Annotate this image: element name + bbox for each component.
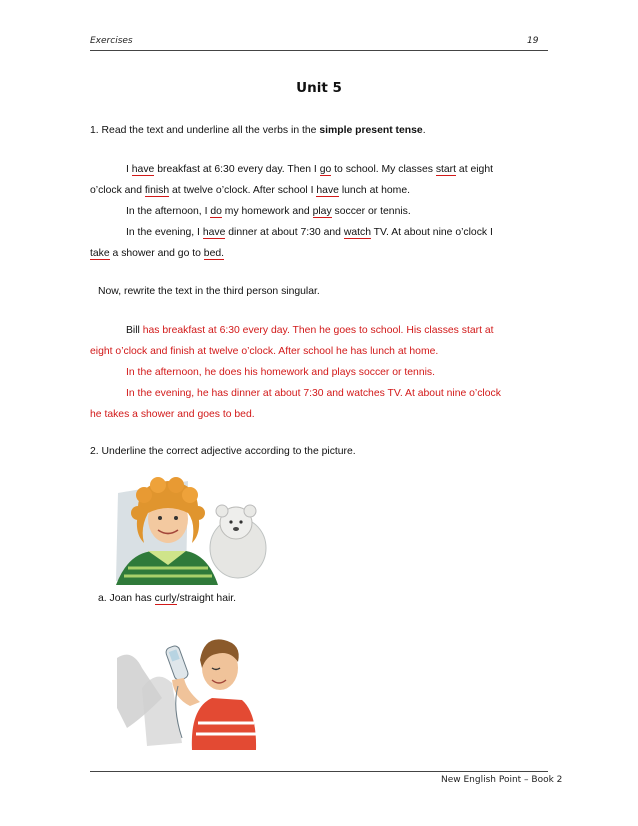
footer-rule bbox=[90, 771, 548, 772]
text: at twelve o’clock. After school I bbox=[169, 185, 317, 196]
answer-line-1 bbox=[126, 325, 596, 336]
underlined-adjective: curly bbox=[154, 593, 177, 604]
text: In the afternoon, I bbox=[126, 206, 211, 217]
header-rule bbox=[90, 50, 548, 51]
text-line-3 bbox=[126, 206, 596, 217]
text: TV. At about nine o’clock I bbox=[370, 227, 493, 238]
rewrite-instruction: Now, rewrite the text in the third person singular. bbox=[98, 286, 320, 297]
text: dinner at about 7:30 and bbox=[225, 227, 344, 238]
text-line-5 bbox=[90, 248, 560, 259]
exercise-1-instruction bbox=[90, 125, 560, 136]
underlined-verb: watch bbox=[343, 227, 371, 238]
text: a. Joan has bbox=[98, 593, 155, 604]
text: a shower and go to bbox=[109, 248, 204, 259]
text: lunch at home. bbox=[338, 185, 410, 196]
footer-book-title: New English Point – Book 2 bbox=[441, 775, 563, 785]
underlined-verb: finish bbox=[144, 185, 170, 196]
answer-line-4: In the evening, he has dinner at about 7:30 and watches TV. At about nine o’clock bbox=[126, 388, 501, 399]
text: o’clock and bbox=[90, 185, 145, 196]
underlined-verb: have bbox=[316, 185, 339, 196]
answer-subject: Bill bbox=[126, 325, 143, 336]
page-number: 19 bbox=[527, 36, 539, 46]
text: /straight hair. bbox=[176, 593, 237, 604]
text: my homework and bbox=[221, 206, 313, 217]
text-line-2 bbox=[90, 185, 560, 196]
text-line-4 bbox=[126, 227, 596, 238]
instruction-end: . bbox=[422, 125, 426, 136]
underlined-verb: have bbox=[202, 227, 226, 238]
underlined-verb: go bbox=[319, 164, 332, 175]
instruction-text: 1. Read the text and underline all the verbs in the bbox=[90, 125, 320, 136]
answer-text: has breakfast at 6:30 every day. Then he goes to school. His classes start at bbox=[142, 325, 494, 336]
text-line-1 bbox=[126, 164, 596, 175]
answer-line-2: eight o’clock and finish at twelve o’clock. After school he has lunch at home. bbox=[90, 346, 439, 357]
running-header: Exercises bbox=[90, 36, 133, 46]
text: breakfast at 6:30 every day. Then I bbox=[154, 164, 320, 175]
exercise-2-instruction: 2. Underline the correct adjective according to the picture. bbox=[90, 446, 356, 457]
boy-with-phone-illustration bbox=[112, 628, 262, 753]
underlined-verb: take bbox=[90, 248, 110, 259]
answer-line-5: he takes a shower and goes to bed. bbox=[90, 409, 255, 420]
girl-with-teddy-illustration bbox=[108, 473, 268, 588]
text: In the evening, I bbox=[126, 227, 203, 238]
underlined-verb: have bbox=[131, 164, 155, 175]
underlined-verb: start bbox=[435, 164, 457, 175]
text: soccer or tennis. bbox=[331, 206, 411, 217]
answer-line-3: In the afternoon, he does his homework and plays soccer or tennis. bbox=[126, 367, 436, 378]
underlined-verb: do bbox=[210, 206, 222, 217]
underlined-verb: bed. bbox=[203, 248, 225, 259]
underlined-verb: play bbox=[312, 206, 332, 217]
instruction-keyword: simple present tense bbox=[319, 125, 423, 136]
text: to school. My classes bbox=[331, 164, 436, 175]
text: at eight bbox=[456, 164, 494, 175]
exercise-2-item-a bbox=[98, 593, 568, 604]
unit-title: Unit 5 bbox=[296, 80, 342, 96]
text: I bbox=[126, 164, 132, 175]
